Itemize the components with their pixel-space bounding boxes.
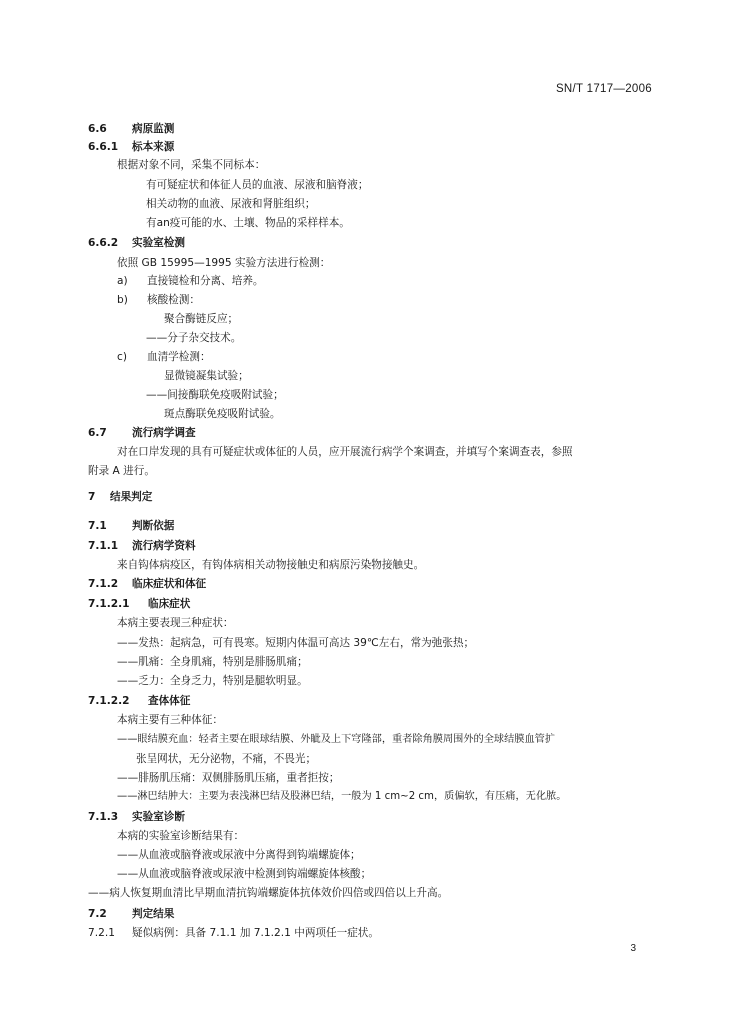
- section-7-1-3-heading: 7.1.3 实验室诊断: [88, 811, 185, 823]
- list-item: ——发热：起病急，可有畏寒。短期内体温可高达 39℃左右，常为弛张热；: [117, 637, 475, 649]
- section-7-1-2-1-text: 本病主要表现三种症状：: [117, 617, 234, 629]
- section-6-7-text: 对在口岸发现的具有可疑症状或体征的人员，应开展流行病学个案调查，并填写个案调查表，参照: [117, 446, 573, 458]
- list-item: 显微镜凝集试验；: [164, 370, 249, 382]
- section-6-6-heading: 6.6 病原监测: [88, 123, 175, 135]
- section-7-2-1-text: 7.2.1 疑似病例：具备 7.1.1 加 7.1.2.1 中两项任一症状。: [88, 927, 379, 939]
- list-item: ——病人恢复期血清比早期血清抗钩端螺旋体抗体效价四倍或四倍以上升高。: [88, 887, 449, 899]
- list-item: 有an疫可能的水、土壤、物品的采样样本。: [146, 217, 350, 229]
- list-item: ——间接酶联免疫吸附试验；: [146, 389, 284, 401]
- list-item: ——分子杂交技术。: [146, 332, 242, 344]
- section-6-6-1-text: 根据对象不同，采集不同标本：: [117, 159, 266, 171]
- section-7-1-1-text: 来自钩体病疫区，有钩体病相关动物接触史和病原污染物接触史。: [117, 559, 425, 571]
- list-item: ——腓肠肌压痛：双侧腓肠肌压痛，重者拒按；: [117, 772, 340, 784]
- list-item-c: c) 血清学检测：: [117, 351, 211, 363]
- section-7-1-3-text: 本病的实验室诊断结果有：: [117, 830, 245, 842]
- section-6-7-heading: 6.7 流行病学调查: [88, 427, 196, 439]
- section-7-1-2-1-heading: 7.1.2.1 临床症状: [88, 598, 191, 610]
- list-item: ——乏力：全身乏力，特别是腿软明显。: [117, 675, 308, 687]
- list-item: ——从血液或脑脊液或尿液中检测到钩端螺旋体核酸；: [117, 868, 372, 880]
- list-item: ——从血液或脑脊液或尿液中分离得到钩端螺旋体；: [117, 849, 361, 861]
- section-6-6-2-text: 依照 GB 15995—1995 实验方法进行检测：: [117, 257, 331, 269]
- section-6-6-1-heading: 6.6.1 标本来源: [88, 141, 175, 153]
- section-7-1-1-heading: 7.1.1 流行病学资料: [88, 540, 196, 552]
- list-item: ——淋巴结肿大：主要为表浅淋巴结及股淋巴结，一般为 1 cm~2 cm，质偏软，有压痛，无化脓。: [117, 791, 567, 802]
- list-item-a: a) 直接镜检和分离、培养。: [117, 275, 264, 287]
- list-item-cont: 张呈网状，无分泌物，不痛，不畏光；: [136, 753, 317, 765]
- list-item-b: b) 核酸检测：: [117, 294, 200, 306]
- section-7-1-2-heading: 7.1.2 临床症状和体征: [88, 578, 207, 590]
- list-item: 有可疑症状和体征人员的血液、尿液和脑脊液；: [146, 179, 369, 191]
- section-7-heading: 7 结果判定: [88, 491, 153, 503]
- section-6-6-2-heading: 6.6.2 实验室检测: [88, 237, 185, 249]
- page-number: 3: [630, 943, 636, 954]
- section-7-1-2-2-heading: 7.1.2.2 查体体征: [88, 695, 191, 707]
- section-6-7-text-cont: 附录 A 进行。: [88, 465, 155, 477]
- section-7-1-2-2-text: 本病主要有三种体征：: [117, 714, 223, 726]
- list-item: 聚合酶链反应；: [164, 313, 239, 325]
- section-7-2-heading: 7.2 判定结果: [88, 908, 175, 920]
- list-item: 斑点酶联免疫吸附试验。: [164, 408, 281, 420]
- list-item: ——肌痛：全身肌痛，特别是腓肠肌痛；: [117, 656, 308, 668]
- section-7-1-heading: 7.1 判断依据: [88, 520, 175, 532]
- standard-code-header: SN/T 1717—2006: [555, 83, 652, 95]
- list-item: 相关动物的血液、尿液和肾脏组织；: [146, 198, 316, 210]
- list-item: ——眼结膜充血：轻者主要在眼球结膜、外眦及上下穹隆部，重者除角膜周围外的全球结膜血管扩: [117, 734, 556, 745]
